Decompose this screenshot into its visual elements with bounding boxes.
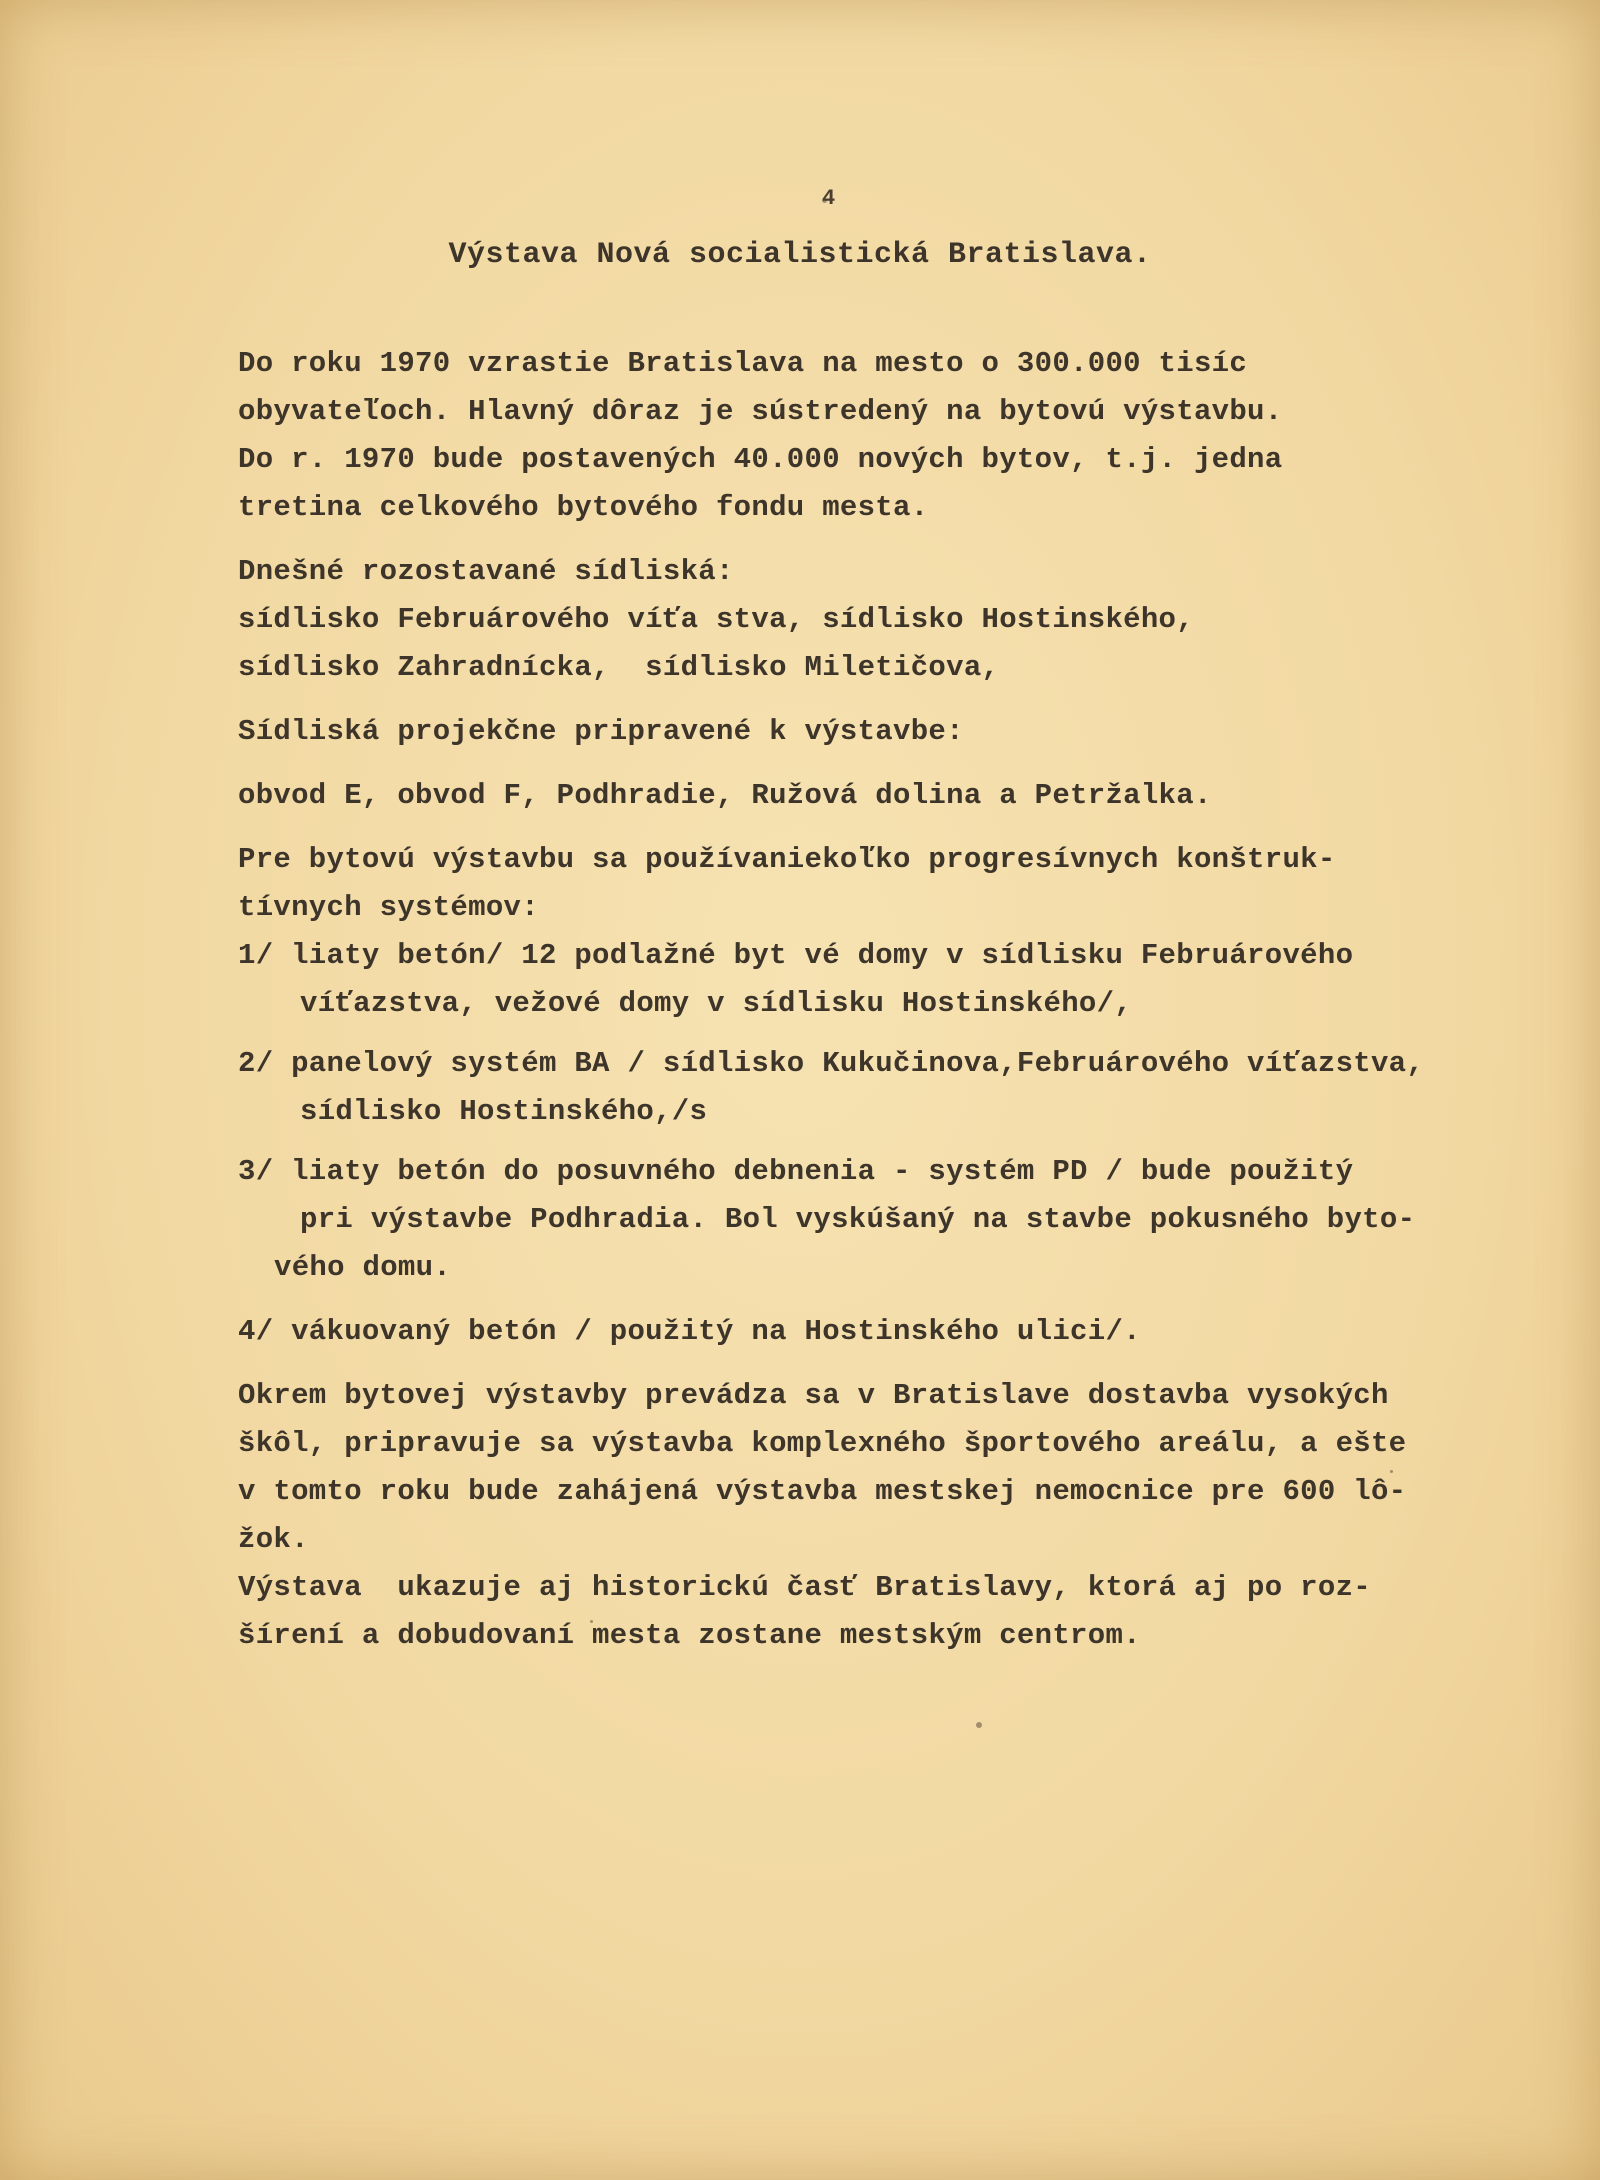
paragraph-other-construction <box>238 1372 1538 1660</box>
page-mark: 4 <box>822 186 836 211</box>
paragraph-planned-estates <box>238 708 1538 756</box>
list-item <box>238 1148 1538 1292</box>
text-line: sídlisko Februárového víťa stva, sídlisko Hostinského, <box>238 603 1194 636</box>
text-line: Sídliská projekčne pripravené k výstavbe: <box>238 715 964 748</box>
paragraph-construction-systems <box>238 836 1538 932</box>
text-line: sídlisko Hostinského,/s <box>300 1095 708 1128</box>
text-line: v tomto roku bude zahájená výstavba mestskej nemocnice pre 600 lô- <box>238 1475 1407 1508</box>
text-line: sídlisko Zahradnícka, sídlisko Miletičova, <box>238 651 1000 684</box>
paragraph-current-estates <box>238 548 1538 692</box>
text-line: 3/ liaty betón do posuvného debnenia - systém PD / bude použitý <box>238 1155 1354 1188</box>
text-line: tretina celkového bytového fondu mesta. <box>238 491 929 524</box>
text-line: žok. <box>238 1523 309 1556</box>
text-line: tívnych systémov: <box>238 891 539 924</box>
text-line: obyvateľoch. Hlavný dôraz je sústredený na bytovú výstavbu. <box>238 395 1283 428</box>
paragraph-housing-growth <box>238 340 1538 532</box>
paragraph-districts <box>238 772 1538 820</box>
text-line: šírení a dobudovaní mesta zostane mestským centrom. <box>238 1619 1141 1652</box>
text-line: Pre bytovú výstavbu sa používaniekoľko progresívnych konštruk- <box>238 843 1336 876</box>
construction-systems-list <box>238 932 1538 1356</box>
text-line: Okrem bytovej výstavby prevádza sa v Bratislave dostavba vysokých <box>238 1379 1389 1412</box>
text-line: obvod E, obvod F, Podhradie, Ružová dolina a Petržalka. <box>238 779 1212 812</box>
list-item <box>238 932 1538 1028</box>
text-line: škôl, pripravuje sa výstavba komplexného športového areálu, a ešte <box>238 1427 1407 1460</box>
text-line: Výstava ukazuje aj historickú časť Bratislavy, ktorá aj po roz- <box>238 1571 1371 1604</box>
text-line: 4/ vákuovaný betón / použitý na Hostinského ulici/. <box>238 1315 1141 1348</box>
document-title: Výstava Nová socialistická Bratislava. <box>448 238 1152 272</box>
text-line: pri výstavbe Podhradia. Bol vyskúšaný na stavbe pokusného byto- <box>300 1203 1416 1236</box>
text-line: víťazstva, vežové domy v sídlisku Hostinského/, <box>300 987 1133 1020</box>
text-line: 2/ panelový systém BA / sídlisko Kukučinova,Februárového víťazstva, <box>238 1047 1425 1080</box>
document-body <box>238 340 1538 1660</box>
text-line: Dnešné rozostavané sídliská: <box>238 555 734 588</box>
text-line: 1/ liaty betón/ 12 podlažné byt vé domy v sídlisku Februárového <box>238 939 1354 972</box>
text-line: vého domu. <box>274 1251 452 1284</box>
paper-speck <box>976 1722 982 1728</box>
list-item <box>238 1308 1538 1356</box>
list-item <box>238 1040 1538 1136</box>
text-line: Do roku 1970 vzrastie Bratislava na mesto o 300.000 tisíc <box>238 347 1248 380</box>
text-line: Do r. 1970 bude postavených 40.000 nových bytov, t.j. jedna <box>238 443 1283 476</box>
